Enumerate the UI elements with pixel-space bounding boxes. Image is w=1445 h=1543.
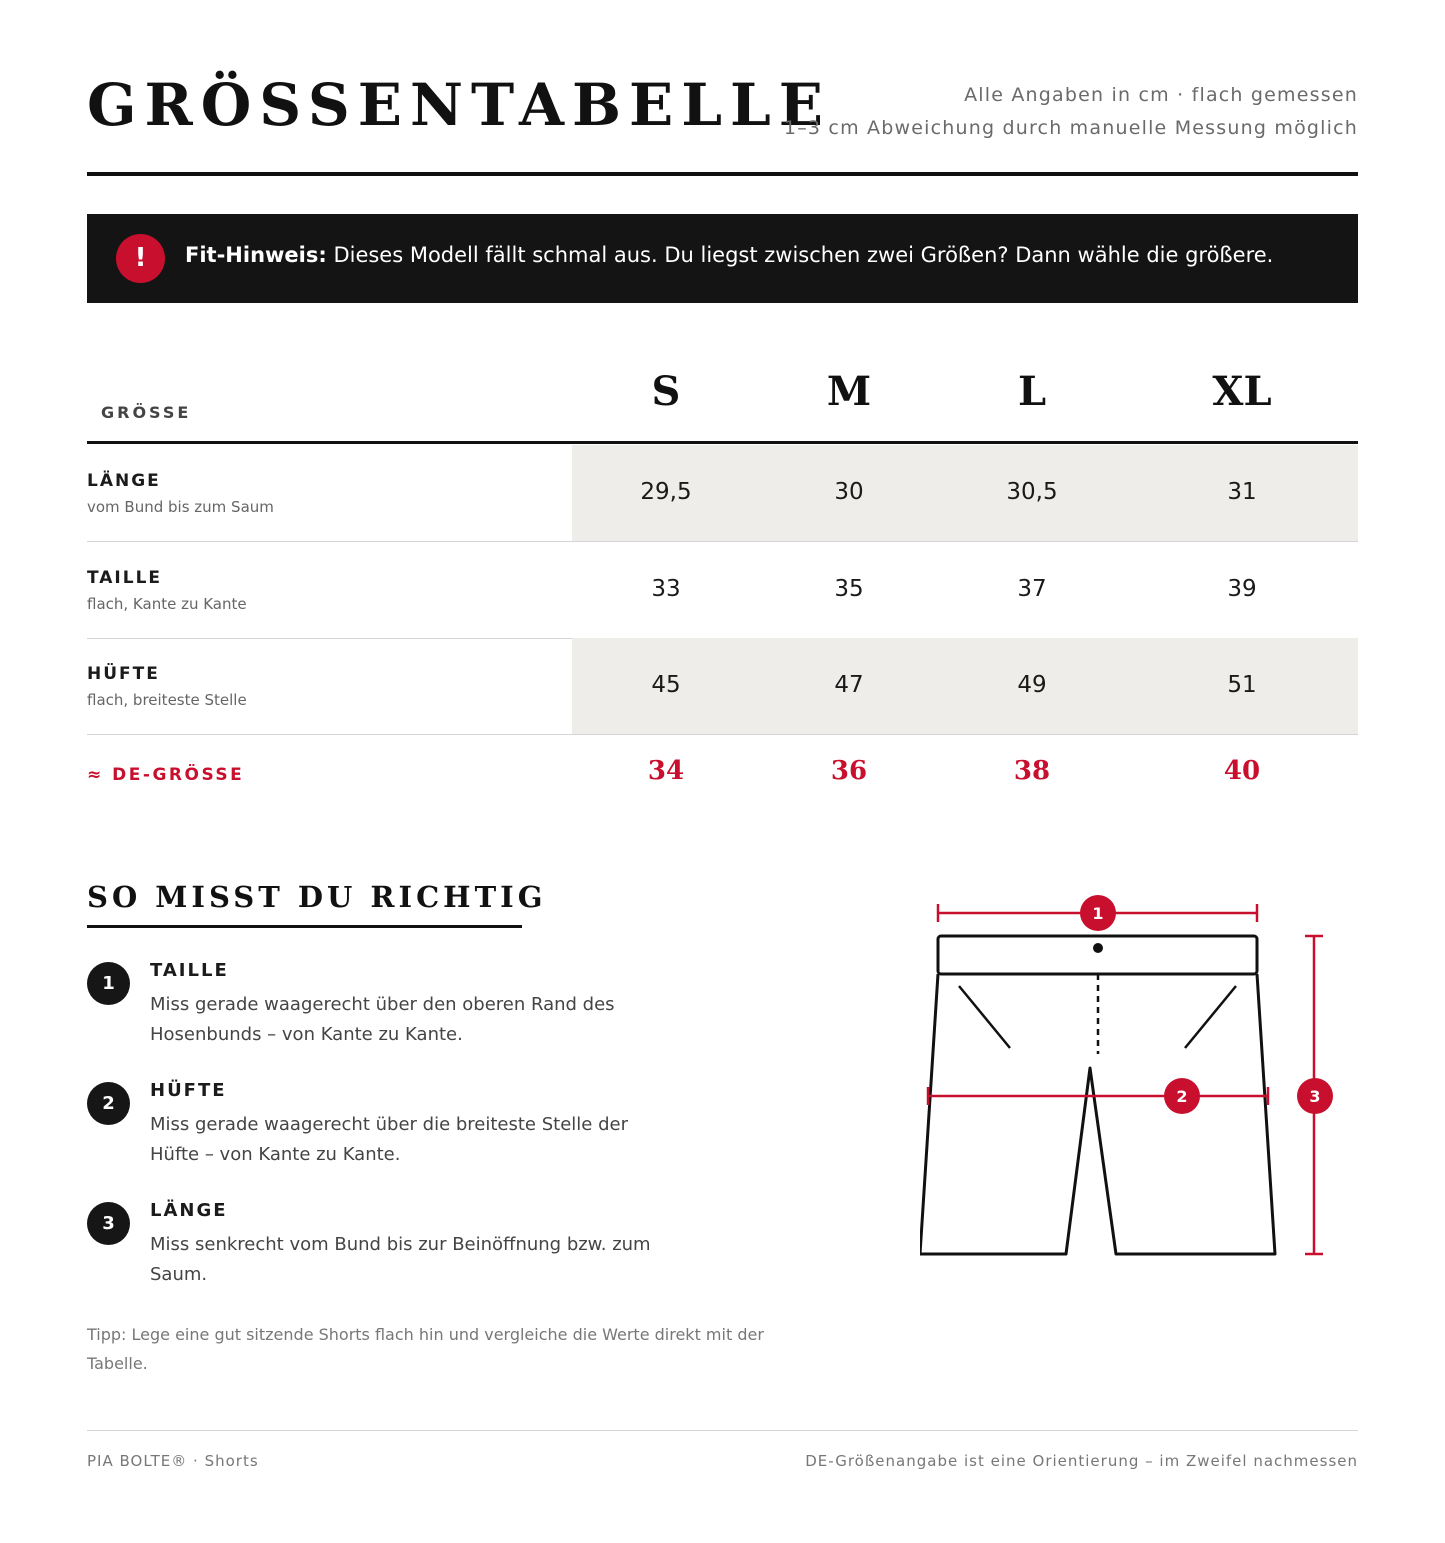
waistband (938, 936, 1257, 974)
fit-hint-text (185, 243, 1273, 267)
step-number-badge: 1 (87, 962, 130, 1005)
row-label: TAILLE (87, 568, 163, 588)
row-description: flach, breiteste Stelle (87, 691, 247, 709)
marker-3 (1297, 1078, 1333, 1114)
header-divider (87, 172, 1358, 176)
step-title: HÜFTE (150, 1080, 227, 1101)
step-description: Miss gerade waagerecht über den oberen Rand des Hosenbunds – von Kante zu Kante. (150, 994, 615, 1045)
table-cell: 37 (1017, 576, 1047, 602)
table-cell: 31 (1227, 479, 1257, 505)
table-cell: 33 (651, 576, 681, 602)
size-column-label: GRÖSSE (101, 403, 192, 422)
hip-measure-line (928, 1087, 1268, 1105)
de-size-value: 34 (647, 756, 685, 786)
fit-hint-banner (87, 214, 1358, 303)
size-header-xl: XL (1212, 368, 1272, 415)
marker-1 (1080, 895, 1116, 931)
de-size-value: 38 (1013, 756, 1051, 786)
step-description: Miss gerade waagerecht über die breiteste Stelle der Hüfte – von Kante zu Kante. (150, 1114, 628, 1165)
fit-hint-message: Dieses Modell fällt schmal aus. Du liegst zwischen zwei Größen? Dann wähle die größere. (326, 243, 1274, 267)
table-cell: 35 (834, 576, 864, 602)
table-cell: 47 (834, 672, 864, 698)
table-row (87, 445, 1358, 542)
step-title: TAILLE (150, 960, 229, 981)
size-header-s: S (651, 368, 681, 415)
right-pocket (1185, 986, 1236, 1048)
table-row (87, 542, 1358, 639)
table-cell: 39 (1227, 576, 1257, 602)
marker-2-label: 2 (1176, 1087, 1188, 1106)
measure-title-underline (87, 925, 522, 928)
page-title: GRÖSSENTABELLE (87, 71, 831, 139)
de-size-value: 40 (1223, 756, 1261, 786)
brand-footer: PIA BOLTE® · Shorts (87, 1452, 259, 1470)
shorts-body (920, 974, 1275, 1254)
table-header-divider (87, 441, 1358, 444)
marker-1-label: 1 (1092, 904, 1104, 923)
fit-hint-label: Fit-Hinweis: (185, 243, 327, 267)
measure-section-title: SO MISST DU RICHTIG (87, 880, 547, 914)
row-label: LÄNGE (87, 471, 161, 491)
row-description: flach, Kante zu Kante (87, 595, 247, 613)
shorts-measurement-diagram (920, 890, 1340, 1270)
table-cell: 51 (1227, 672, 1257, 698)
footer-disclaimer: DE-Größenangabe ist eine Orientierung – im Zweifel nachmessen (805, 1452, 1358, 1470)
row-description: vom Bund bis zum Saum (87, 498, 274, 516)
size-chart-page (87, 0, 1358, 1543)
marker-3-label: 3 (1309, 1087, 1321, 1106)
size-header-l: L (1017, 368, 1047, 415)
table-cell: 45 (651, 672, 681, 698)
step-number-badge: 3 (87, 1202, 130, 1245)
footer-divider (87, 1430, 1358, 1431)
de-size-label: ≈ DE-GRÖSSE (87, 765, 245, 785)
table-cell: 29,5 (640, 479, 692, 505)
marker-2 (1164, 1078, 1200, 1114)
step-number-badge: 2 (87, 1082, 130, 1125)
size-header-m: M (826, 368, 872, 415)
de-size-value: 36 (830, 756, 868, 786)
step-description: Miss senkrecht vom Bund bis zur Beinöffnung bzw. zum Saum. (150, 1234, 651, 1285)
exclamation-icon: ! (116, 234, 165, 283)
table-cell: 49 (1017, 672, 1047, 698)
left-pocket (959, 986, 1010, 1048)
button-icon (1093, 943, 1103, 953)
table-row (87, 638, 1358, 735)
measuring-tip: Tipp: Lege eine gut sitzende Shorts flach hin und vergleiche die Werte direkt mit der Tabelle. (87, 1325, 764, 1373)
step-title: LÄNGE (150, 1200, 228, 1221)
tolerance-note: 1–3 cm Abweichung durch manuelle Messung möglich (783, 117, 1358, 139)
table-cell: 30,5 (1006, 479, 1058, 505)
row-label: HÜFTE (87, 664, 160, 684)
table-cell: 30 (834, 479, 864, 505)
units-note: Alle Angaben in cm · flach gemessen (964, 84, 1358, 106)
